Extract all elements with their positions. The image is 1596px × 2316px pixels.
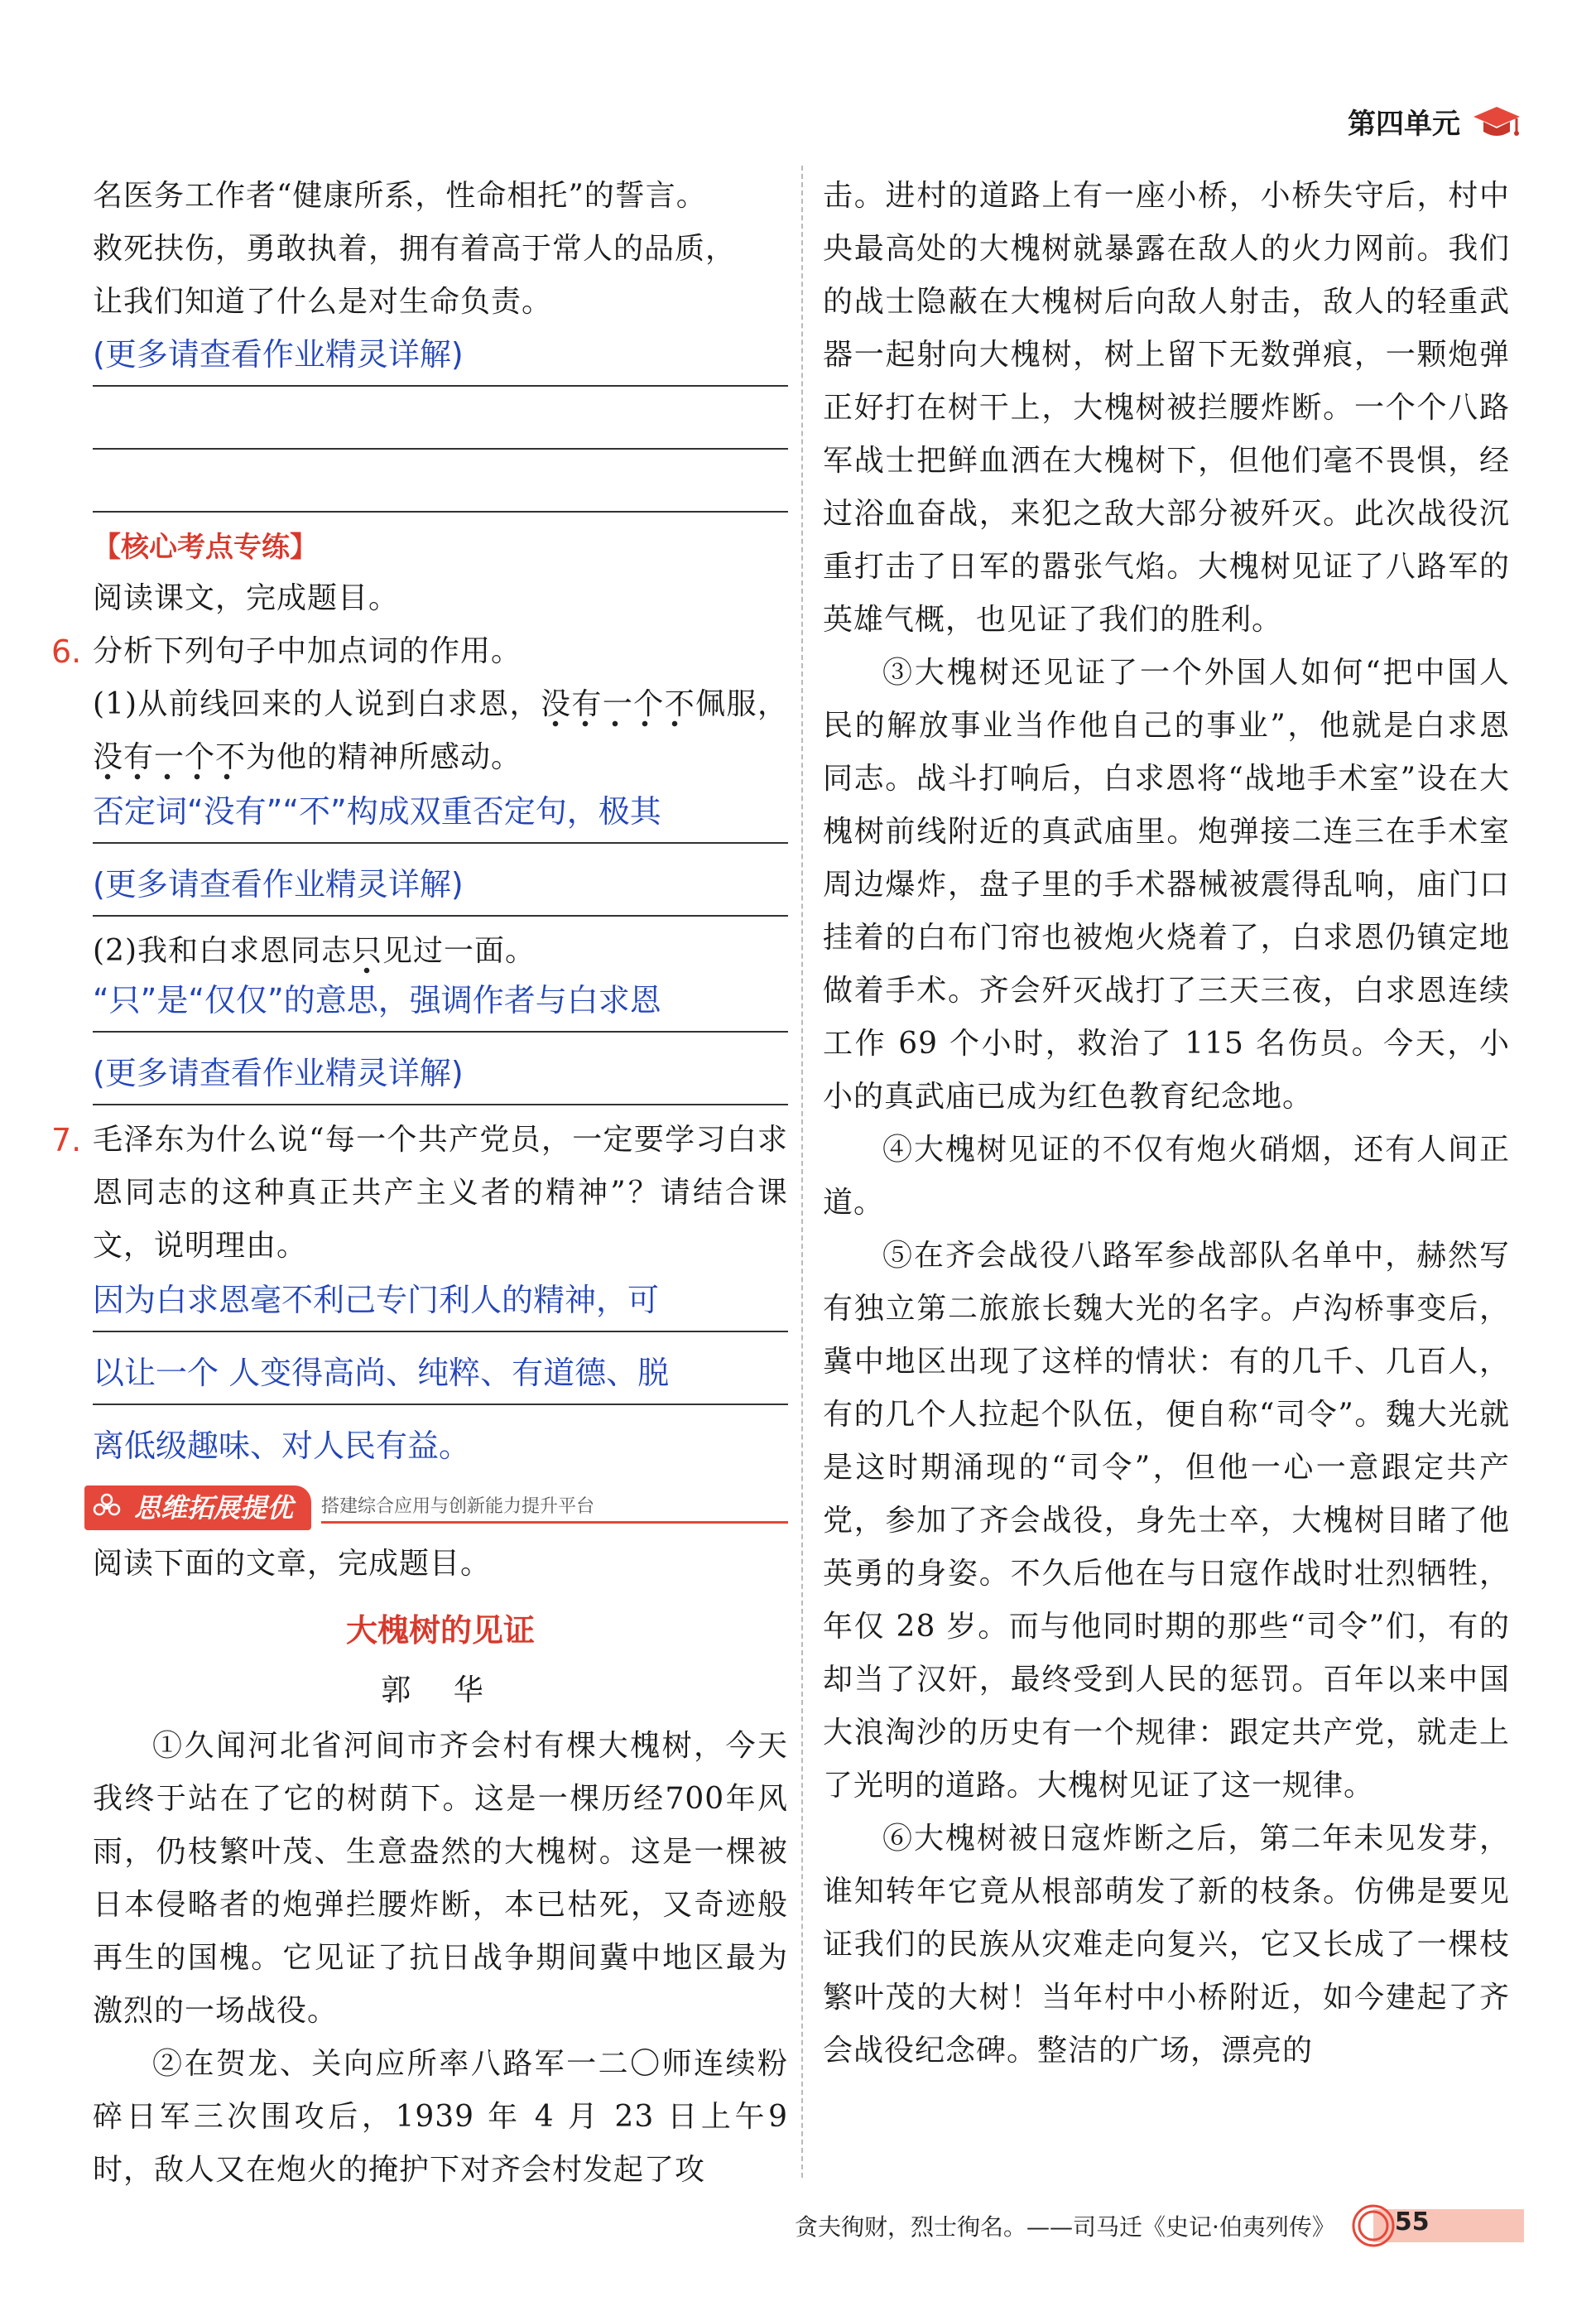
intro-line-3: 让我们知道了什么是对生命负责。 xyxy=(93,285,553,319)
page-badge xyxy=(1350,2203,1524,2249)
flower-icon xyxy=(93,1493,121,1521)
sentence-text: 见过一面。 xyxy=(382,934,536,968)
page-footer xyxy=(795,2203,1524,2249)
q5-answer: (更多请查看作业精灵详解) xyxy=(93,329,788,387)
sentence-text: (1)从前线回来的人说到白求恩， xyxy=(93,687,541,721)
q6-more-1: (更多请查看作业精灵详解) xyxy=(93,844,788,917)
rings-icon xyxy=(1350,2203,1396,2249)
section-banner xyxy=(84,1485,788,1531)
q6-more-2: (更多请查看作业精灵详解) xyxy=(93,1033,788,1105)
section-label: 【核心考点专练】 xyxy=(93,531,318,564)
intro-line-2: 救死扶伤，勇敢执着，拥有着高于常人的品质， xyxy=(93,232,737,266)
answer-blank-line xyxy=(93,387,788,450)
article-paragraph-6: ⑥大槐树被日寇炸断之后，第二年未见发芽，谁知转年它竟从根部萌发了新的枝条。仿佛是要见证我们的民族从灾难走向复兴，它又长成了一棵枝繁叶茂的大树！当年村中小桥附近，如今建起了齐会战役纪念碑。整洁的广场，漂亮的 xyxy=(823,1822,1510,2068)
article-author: 郭 华 xyxy=(381,1673,500,1707)
question-6 xyxy=(51,625,788,678)
q7-answer-line-1: 因为白求恩毫不利己专门利人的精神，可 xyxy=(93,1273,788,1332)
sentence-text: 佩服， xyxy=(695,687,788,721)
article-paragraph-2-continued: 击。进村的道路上有一座小桥，小桥失守后，村中央最高处的大槐树就暴露在敌人的火力网前。我们的战士隐蔽在大槐树后向敌人射击，敌人的轻重武器一起射向大槐树，树上留下无数弹痕，一颗炮弹正好打在树干上，大槐树被拦腰炸断。一个个八路军战士把鲜血洒在大槐树下，但他们毫不畏惧，经过浴血奋战，来犯之敌大部分被歼灭。此次战役沉重打击了日军的嚣张气焰。大槐树见证了八路军的英雄气概，也见证了我们的胜利。 xyxy=(823,179,1510,637)
unit-header xyxy=(1348,101,1521,142)
question-7 xyxy=(51,1114,788,1273)
right-column xyxy=(823,170,1510,2078)
question-number: 7. xyxy=(51,1122,82,1158)
intro-line-1: 名医务工作者“健康所系，性命相托”的誓言。 xyxy=(93,179,707,213)
article-paragraph-2: ②在贺龙、关向应所率八路军一二〇师连续粉碎日军三次围攻后，1939 年 4 月 23 日上午9 时，敌人又在炮火的掩护下对齐会村发起了攻 xyxy=(93,2047,788,2187)
footer-quote: 贪夫徇财，烈士徇名。——司马迁《史记·伯夷列传》 xyxy=(795,2213,1335,2241)
article-paragraph-1: ①久闻河北省河间市齐会村有棵大槐树，今天我终于站在了它的树荫下。这是一棵历经700年风雨，仍枝繁叶茂、生意盎然的大槐树。这是一棵被日本侵略者的炮弹拦腰炸断，本已枯死，又奇迹般再生的国槐。它见证了抗日战争期间冀中地区最为激烈的一场战役。 xyxy=(93,1729,788,2028)
sentence-text: (2)我和白求恩同志 xyxy=(93,934,352,968)
question-text: 毛泽东为什么说“每一个共产党员，一定要学习白求恩同志的这种真正共产主义者的精神”？请结合课文，说明理由。 xyxy=(93,1123,788,1263)
banner-title: 思维拓展提优 xyxy=(134,1492,294,1524)
dotted-word: 只 xyxy=(352,934,382,975)
q6-answer-1: 否定词“没有”“不”构成双重否定句，极其 xyxy=(93,784,788,844)
q6-sentence-1 xyxy=(93,678,788,784)
article-paragraph-5: ⑤在齐会战役八路军参战部队名单中，赫然写有独立第二旅旅长魏大光的名字。卢沟桥事变后，冀中地区出现了这样的情状：有的几千、几百人，有的几个人拉起个队伍，便自称“司令”。魏大光就是这时期涌现的“司令”，但他一心一意跟定共产党，参加了齐会战役，身先士卒，大槐树目睹了他英勇的身姿。不久后他在与日寇作战时壮烈牺牲，年仅 28 岁。而与他同时期的那些“司令”们，有的却当了汉奸，最终受到人民的惩罚。百年以来中国大浪淘沙的历史有一个规律：跟定共产党，就走上了光明的道路。大槐树见证了这一规律。 xyxy=(823,1239,1510,1803)
unit-title: 第四单元 xyxy=(1348,108,1460,141)
article-title: 大槐树的见证 xyxy=(345,1612,535,1649)
q6-answer-2: “只”是“仅仅”的意思，强调作者与白求恩 xyxy=(93,978,788,1033)
column-divider xyxy=(801,166,803,2178)
banner-subtitle: 搭建综合应用与创新能力提升平台 xyxy=(321,1492,788,1524)
question-number: 6. xyxy=(51,633,82,670)
dotted-word: 没有一个不 xyxy=(541,687,695,728)
left-column xyxy=(51,170,788,2197)
reading-instruction: 阅读下面的文章，完成题目。 xyxy=(93,1547,492,1581)
article-paragraph-3: ③大槐树还见证了一个外国人如何“把中国人民的解放事业当作他自己的事业”，他就是白求恩同志。战斗打响后，白求恩将“战地手术室”设在大槐树前线附近的真武庙里。炮弹接二连三在手术室周边爆炸，盘子里的手术器械被震得乱响，庙门口挂着的白布门帘也被炮火烧着了，白求恩仍镇定地做着手术。齐会歼灭战打了三天三夜，白求恩连续工作 69 个小时，救治了 115 名伤员。今天，小小的真武庙已成为红色教育纪念地。 xyxy=(823,656,1510,1114)
question-text: 分析下列句子中加点词的作用。 xyxy=(93,634,522,668)
answer-blank-line xyxy=(93,450,788,513)
sentence-text: 为他的精神所感动。 xyxy=(246,740,522,774)
q7-answer-line-2: 以让一个 人变得高尚、纯粹、有道德、脱 xyxy=(93,1332,788,1405)
banner-title-box xyxy=(84,1485,311,1530)
dotted-word: 没有一个不 xyxy=(93,740,246,781)
q6-sentence-2 xyxy=(93,925,788,978)
instruction: 阅读课文，完成题目。 xyxy=(93,581,400,615)
q7-answer-line-3: 离低级趣味、对人民有益。 xyxy=(93,1428,471,1464)
page-number: 55 xyxy=(1394,2208,1430,2237)
article-paragraph-4: ④大槐树见证的不仅有炮火硝烟，还有人间正道。 xyxy=(823,1133,1510,1220)
graduation-cap-icon xyxy=(1472,104,1521,140)
